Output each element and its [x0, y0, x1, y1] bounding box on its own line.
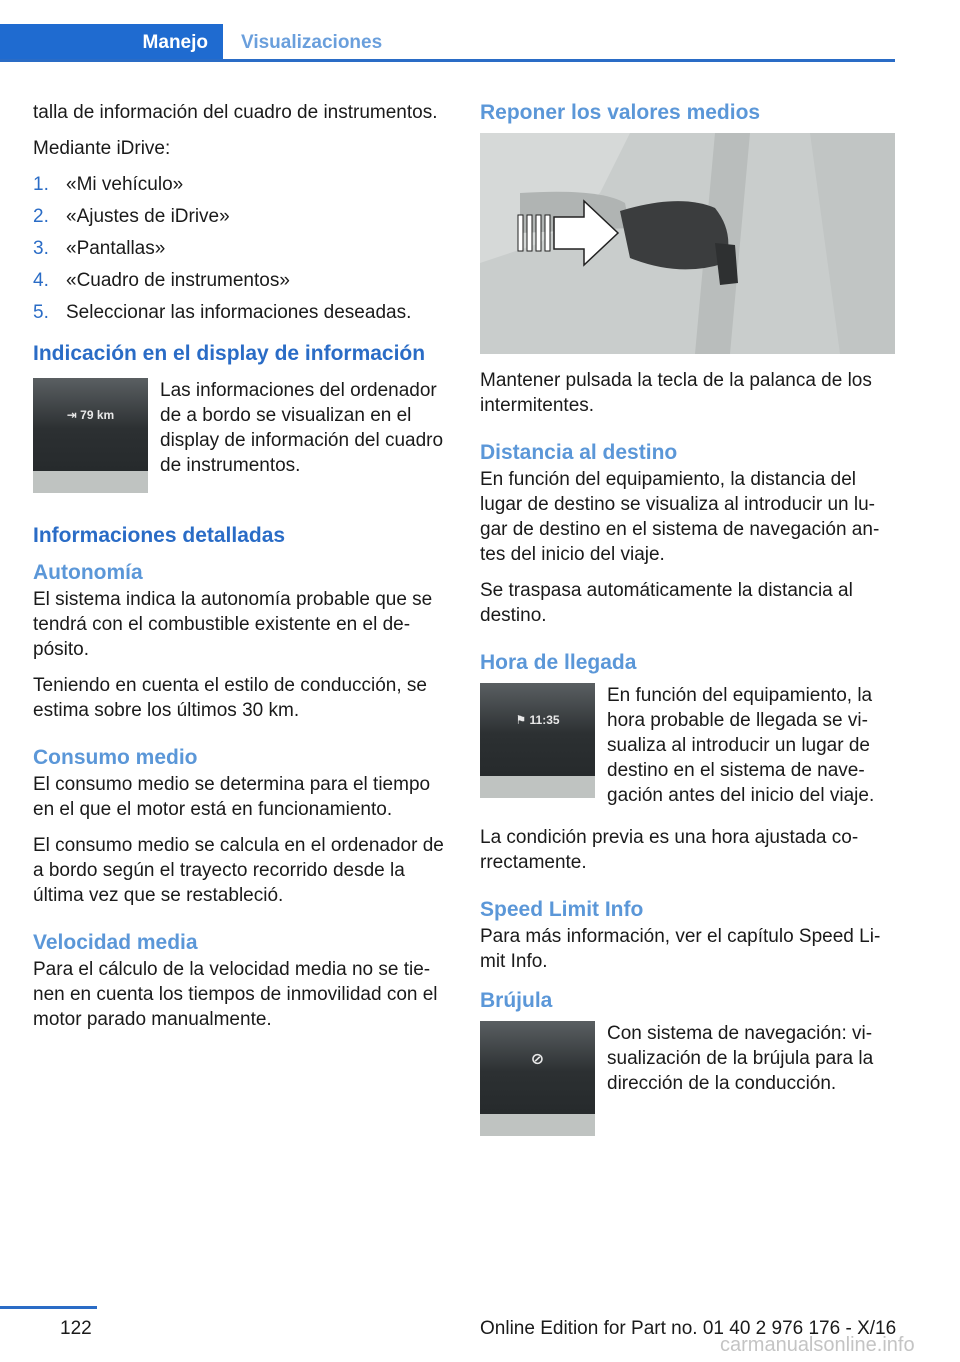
step-item	[33, 236, 448, 261]
arrival-text-2: La condición previa es una hora ajustada correctamente.	[480, 827, 859, 873]
speedlimit-heading: Speed Limit Info	[480, 898, 644, 921]
turn-signal-lever-photo	[480, 133, 895, 354]
idrive-label: Mediante iDrive:	[33, 138, 171, 159]
display-figure-row	[33, 378, 448, 493]
display-text: Las informaciones del ordenador de a bordo se visualizan en el display de información del cuadro de instrumentos.	[160, 380, 444, 476]
arrival-display-image	[480, 683, 595, 798]
distance-heading: Distancia al destino	[480, 441, 678, 464]
step-item	[33, 300, 448, 325]
step-number: 2.	[33, 206, 49, 227]
speed-heading: Velocidad media	[33, 931, 198, 954]
distance-text-1: En función del equipamiento, la distancia del lugar de destino se visualiza al introducir un lugar de destino en el sistema de navegación antes del inicio del viaje.	[480, 469, 880, 565]
autonomy-heading: Autonomía	[33, 561, 143, 584]
step-text: «Ajustes de iDrive»	[66, 206, 230, 227]
autonomy-text-2: Teniendo en cuenta el estilo de conducción, se estima sobre los últimos 30 km.	[33, 675, 427, 721]
step-number: 5.	[33, 302, 49, 323]
arrival-heading: Hora de llegada	[480, 651, 637, 674]
consumption-heading: Consumo medio	[33, 746, 198, 769]
reset-text: Mantener pulsada la tecla de la palanca de los intermitentes.	[480, 370, 872, 416]
step-text: «Mi vehículo»	[66, 174, 184, 195]
consumption-text-2: El consumo medio se calcula en el ordenador de a bordo según el trayecto recorrido desde la última vez que se restableció.	[33, 835, 444, 906]
step-text: «Pantallas»	[66, 238, 166, 259]
range-display-image	[33, 378, 148, 493]
section-tab-visualizaciones[interactable]: Visualizaciones	[241, 32, 383, 53]
page-header	[0, 24, 895, 62]
speedlimit-text: Para más información, ver el capítulo Speed Limit Info.	[480, 926, 881, 972]
step-number: 4.	[33, 270, 49, 291]
arrival-figure-row	[480, 683, 895, 819]
consumption-text-1: El consumo medio se determina para el tiempo en el que el motor está en funcionamiento.	[33, 774, 431, 820]
speed-text: Para el cálculo de la velocidad media no se tienen en cuenta los tiempos de inmovilidad con el motor parado manualmente.	[33, 959, 438, 1030]
compass-icon: ⊘	[530, 1051, 545, 1068]
step-text: Seleccionar las informaciones deseadas.	[66, 302, 412, 323]
compass-display-image	[480, 1021, 595, 1136]
step-number: 1.	[33, 174, 49, 195]
idrive-steps	[33, 172, 448, 325]
arrival-display-label: 11:35	[529, 713, 560, 727]
autonomy-text-1: El sistema indica la autonomía probable que se tendrá con el combustible existente en el depósito.	[33, 589, 433, 660]
compass-figure-row	[480, 1021, 895, 1136]
page-number: 122	[60, 1318, 92, 1339]
compass-text: Con sistema de navegación: visualización de la brújula para la dirección de la conducción.	[607, 1023, 874, 1094]
step-number: 3.	[33, 238, 49, 259]
step-text: «Cuadro de instrumentos»	[66, 270, 290, 291]
details-heading: Informaciones detalladas	[33, 524, 286, 547]
distance-text-2: Se traspasa automáticamente la distancia al destino.	[480, 580, 853, 626]
step-item	[33, 268, 448, 293]
display-heading: Indicación en el display de información	[33, 342, 426, 365]
chapter-tab-manejo[interactable]: Manejo	[0, 24, 223, 59]
watermark: carmanualsonline.info	[720, 1334, 915, 1356]
step-item	[33, 172, 448, 197]
step-item	[33, 204, 448, 229]
flag-icon: ⚑	[515, 713, 530, 727]
reset-heading: Reponer los valores medios	[480, 101, 761, 124]
footer-rule	[0, 1306, 97, 1309]
intro-text: talla de información del cuadro de instrumentos.	[33, 102, 438, 123]
range-display-label: ⇥ 79 km	[66, 408, 115, 422]
edition-text: Online Edition for Part no. 01 40 2 976 176 - X/16	[480, 1318, 897, 1339]
left-column	[33, 100, 448, 1043]
arrival-text: En función del equipamiento, la hora probable de llegada se visualiza al introducir un lugar de destino en el sistema de navegación antes del inicio del viaje.	[607, 685, 875, 806]
compass-heading: Brújula	[480, 989, 553, 1012]
right-column	[480, 100, 895, 1146]
